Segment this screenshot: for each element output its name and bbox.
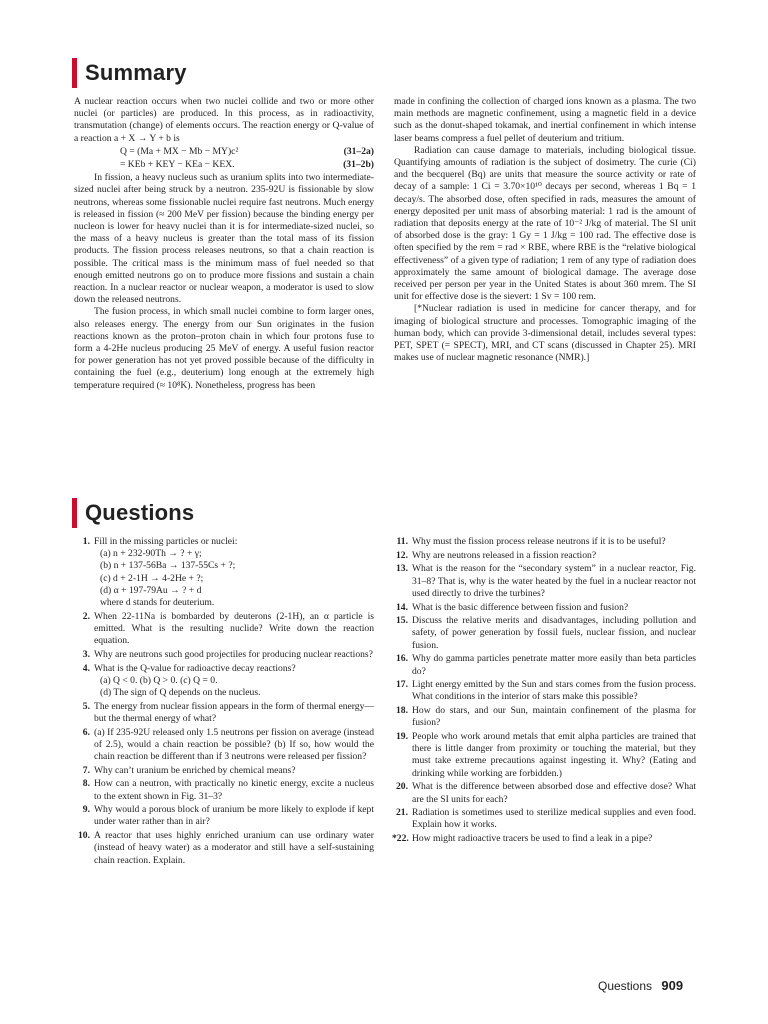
question-text-block <box>412 563 696 600</box>
question-item <box>392 833 696 845</box>
question-number: 17. <box>396 679 408 691</box>
question-number: 5. <box>82 700 90 712</box>
summary-paragraph-fusion: The fusion process, in which small nuclei combine to form larger ones, also releases energy. The energy from our Sun originates in the fusion reactions known as the proton–proton chain in which four protons fuse to form a 4-2He nucleus producing 25 MeV of energy. A useful fusion reactor for power generation has not yet proved possible because of the difficulty in containing the fuel (e.g., deuterium) long enough at the extremely high temperature required (≈ 10⁸K). Nonetheless, progress has been <box>74 306 374 391</box>
question-text-block <box>94 611 374 648</box>
question-text-block <box>94 649 374 661</box>
question-number: 8. <box>82 778 90 790</box>
question-subpart: (d) The sign of Q depends on the nucleus. <box>100 686 261 698</box>
question-number: 15. <box>396 615 408 627</box>
equation-text: = KEb + KEY − KEa − KEX. <box>120 159 235 171</box>
question-item <box>74 701 374 725</box>
question-text: A reactor that uses highly enriched uranium can use ordinary water (instead of heavy water) as a moderator and still have a self-sustaining chain reaction. Explain. <box>94 830 374 866</box>
question-number: 21. <box>396 807 408 819</box>
question-number: 14. <box>396 601 408 613</box>
question-item <box>74 804 374 828</box>
question-subpart: (a) Q < 0. (b) Q > 0. (c) Q = 0. <box>100 674 218 686</box>
question-text: Why can’t uranium be enriched by chemical means? <box>94 764 296 776</box>
question-text-block <box>94 663 374 700</box>
question-text-block <box>412 833 696 845</box>
question-text-block <box>94 804 374 828</box>
questions-left-column <box>74 536 374 868</box>
question-text: What is the Q-value for radioactive decay reactions? <box>94 662 296 674</box>
page-number: 909 <box>661 978 684 993</box>
question-text-block <box>412 807 696 831</box>
question-number: 10. <box>78 830 90 842</box>
question-text: What is the basic difference between fission and fusion? <box>412 601 629 613</box>
question-item <box>392 731 696 780</box>
question-text-block <box>412 615 696 652</box>
question-number: 9. <box>82 804 90 816</box>
question-text: The energy from nuclear fission appears in the form of thermal energy—but the thermal energy of what? <box>94 700 374 724</box>
question-subpart: (c) d + 2-1H → 4-2He + ?; <box>100 572 204 584</box>
question-text: Light energy emitted by the Sun and stars comes from the fusion process. What conditions in the interior of stars make this possible? <box>412 679 696 703</box>
question-text: Fill in the missing particles or nuclei: <box>94 536 238 547</box>
question-number: 6. <box>82 726 90 738</box>
equation-number: (31–2b) <box>343 159 374 171</box>
question-text: When 22-11Na is bombarded by deuterons (2-1H), an α particle is emitted. What is the resulting nuclide? Write down the reaction equation. <box>94 610 374 647</box>
questions-right-column <box>392 536 696 847</box>
question-number: 11. <box>396 536 408 547</box>
question-text: Why are neutrons released in a fission reaction? <box>412 549 597 561</box>
question-text-block <box>94 536 374 609</box>
equation-number: (31–2a) <box>343 145 374 157</box>
question-text-block <box>412 602 696 614</box>
question-number: 12. <box>396 549 408 561</box>
question-item <box>74 663 374 700</box>
question-text: Radiation is sometimes used to sterilize medical supplies and even food. Explain how it works. <box>412 807 696 831</box>
question-item <box>392 679 696 703</box>
question-text: Why do gamma particles penetrate matter more easily than beta particles do? <box>412 653 696 677</box>
summary-title: Summary <box>85 59 187 85</box>
question-text-block <box>412 705 696 729</box>
question-text: How do stars, and our Sun, maintain confinement of the plasma for fusion? <box>412 705 696 729</box>
summary-paragraph-fission: In fission, a heavy nucleus such as uranium splits into two intermediate-sized nuclei after being struck by a neutron. 235-92U is fissionable by slow neutrons, whereas some fissionable nuclei require fast neutrons. Much energy is released in fission (≈ 200 MeV per fission) because the binding energy per nucleon is lower for heavy nuclei than it is for intermediate-sized nuclei, so the mass of a heavy nucleus is greater than the total mass of its fission products. The fission process releases neutrons, so that a chain reaction is possible. The critical mass is the minimum mass of fuel needed so that enough emitted neutrons go on to produce more fissions and sustain a chain reaction. In a nuclear reactor or nuclear weapon, a moderator is used to slow down the released neutrons. <box>74 172 374 306</box>
question-number: 3. <box>82 648 90 660</box>
question-text-block <box>94 765 374 777</box>
question-item <box>392 615 696 652</box>
question-subpart: (a) n + 232-90Th → ? + γ; <box>100 548 202 560</box>
question-text: What is the difference between absorbed dose and effective dose? What are the SI units for each? <box>412 781 696 805</box>
question-text-block <box>412 550 696 562</box>
question-item <box>74 778 374 802</box>
question-subpart: (b) n + 137-56Ba → 137-55Cs + ?; <box>100 560 236 572</box>
question-text-block <box>412 653 696 677</box>
heading-accent-bar <box>72 58 77 88</box>
question-item <box>74 830 374 867</box>
question-text-block <box>412 536 696 548</box>
question-item <box>392 563 696 600</box>
question-item <box>74 649 374 661</box>
question-subpart: where d stands for deuterium. <box>100 597 215 609</box>
question-text: People who work around metals that emit alpha particles are trained that there is little danger from proximity or touching the material, but they must take extreme precautions against ingesting it. Why? (Eating and drinking while working are forbidden.) <box>412 731 696 779</box>
question-number: 7. <box>82 764 90 776</box>
question-text-block <box>412 731 696 780</box>
question-text-block <box>412 781 696 805</box>
question-number: 19. <box>396 731 408 743</box>
question-number: 1. <box>82 536 90 547</box>
question-number: 16. <box>396 653 408 665</box>
question-item <box>392 781 696 805</box>
equation-text: Q = (Ma + MX − Mb − MY)c² <box>120 145 239 157</box>
page-footer <box>598 980 683 992</box>
summary-paragraph-plasma: made in confining the collection of charged ions known as a plasma. The two main methods are magnetic confinement, using a magnetic field in a device such as the donut-shaped tokamak, and inertial confinement in which intense laser beams compress a fuel pellet of deuterium and tritium. <box>394 96 696 144</box>
question-number: *22. <box>392 833 409 845</box>
question-text-block <box>412 679 696 703</box>
question-number: 20. <box>396 781 408 793</box>
summary-right-column <box>394 96 696 364</box>
question-item <box>74 611 374 648</box>
question-number: 18. <box>396 705 408 717</box>
question-text: (a) If 235-92U released only 1.5 neutrons per fission on average (instead of 2.5), would a chain reaction be possible? (b) If so, how would the chain reaction be different than if 3 neutrons were released per fission? <box>94 726 374 762</box>
question-text-block <box>94 701 374 725</box>
question-subpart: (d) α + 197-79Au → ? + d <box>100 584 202 596</box>
question-item <box>392 807 696 831</box>
question-item <box>392 550 696 562</box>
questions-heading <box>72 498 194 528</box>
question-text-block <box>94 830 374 867</box>
question-text: What is the reason for the “secondary system” in a nuclear reactor, Fig. 31–8? That is, why is the water heated by the fuel in a nuclear reactor not used directly to drive the turbines? <box>412 563 696 599</box>
question-number: 2. <box>82 610 90 622</box>
question-item <box>74 727 374 764</box>
question-text: Why would a porous block of uranium be more likely to explode if kept under water rather than in air? <box>94 804 374 828</box>
question-text: Discuss the relative merits and disadvantages, including pollution and safety, of power generation by fossil fuels, nuclear fission, and nuclear fusion. <box>412 615 696 651</box>
summary-paragraph-medicine: [*Nuclear radiation is used in medicine for cancer therapy, and for imaging of biological structure and processes. Tomographic imaging of the human body, which can provide 3-dimensional detail, includes several types: PET, SPET (= SPECT), MRI, and CT scans (discussed in Chapter 25). MRI makes use of nuclear magnetic resonance (NMR).] <box>394 303 696 364</box>
question-item <box>392 536 696 548</box>
question-text-block <box>94 727 374 764</box>
question-number: 4. <box>82 662 90 674</box>
question-item <box>74 536 374 609</box>
summary-left-column <box>74 96 374 392</box>
equation-31-2b <box>74 159 374 171</box>
question-item <box>392 602 696 614</box>
question-item <box>74 765 374 777</box>
heading-accent-bar <box>72 498 77 528</box>
question-number: 13. <box>396 563 408 575</box>
question-item <box>392 705 696 729</box>
question-text: How might radioactive tracers be used to find a leak in a pipe? <box>412 833 653 845</box>
summary-paragraph-1: A nuclear reaction occurs when two nuclei collide and two or more other nuclei (or particles) are produced. In this process, as in radioactivity, transmutation (change) of elements occurs. The reaction energy or Q-value of a reaction a + X → Y + b is <box>74 96 374 144</box>
equation-31-2a <box>74 146 374 158</box>
summary-heading <box>72 58 187 88</box>
question-text-block <box>94 778 374 802</box>
questions-title: Questions <box>85 499 195 525</box>
question-text: Why are neutrons such good projectiles for producing nuclear reactions? <box>94 648 373 660</box>
summary-paragraph-dosimetry: Radiation can cause damage to materials, including biological tissue. Quantifying amounts of radiation is the subject of dosimetry. The curie (Ci) and the becquerel (Bq) are units that measure the source activity or rate of decay of a sample: 1 Ci = 3.70×10¹⁰ decays per second, whereas 1 Bq = 1 decay/s. The absorbed dose, often specified in rads, measures the amount of energy deposited per unit mass of absorbing material: 1 rad is the amount of radiation that deposits energy at the rate of 10⁻² J/kg of material. The SI unit of absorbed dose is the gray: 1 Gy = 1 J/kg = 100 rad. The effective dose is often specified by the rem = rad × RBE, where RBE is the “relative biological effectiveness” of a given type of radiation; 1 rem of any type of radiation does approximately the same amount of biological damage. The average dose received per person per year in the United States is about 360 mrem. The SI unit for effective dose is the sievert: 1 Sv = 100 rem. <box>394 144 696 303</box>
footer-section-label: Questions <box>598 979 653 993</box>
question-item <box>392 653 696 677</box>
question-text: How can a neutron, with practically no kinetic energy, excite a nucleus to the extent shown in Fig. 31–3? <box>94 778 374 802</box>
question-text: Why must the fission process release neutrons if it is to be useful? <box>412 536 666 547</box>
